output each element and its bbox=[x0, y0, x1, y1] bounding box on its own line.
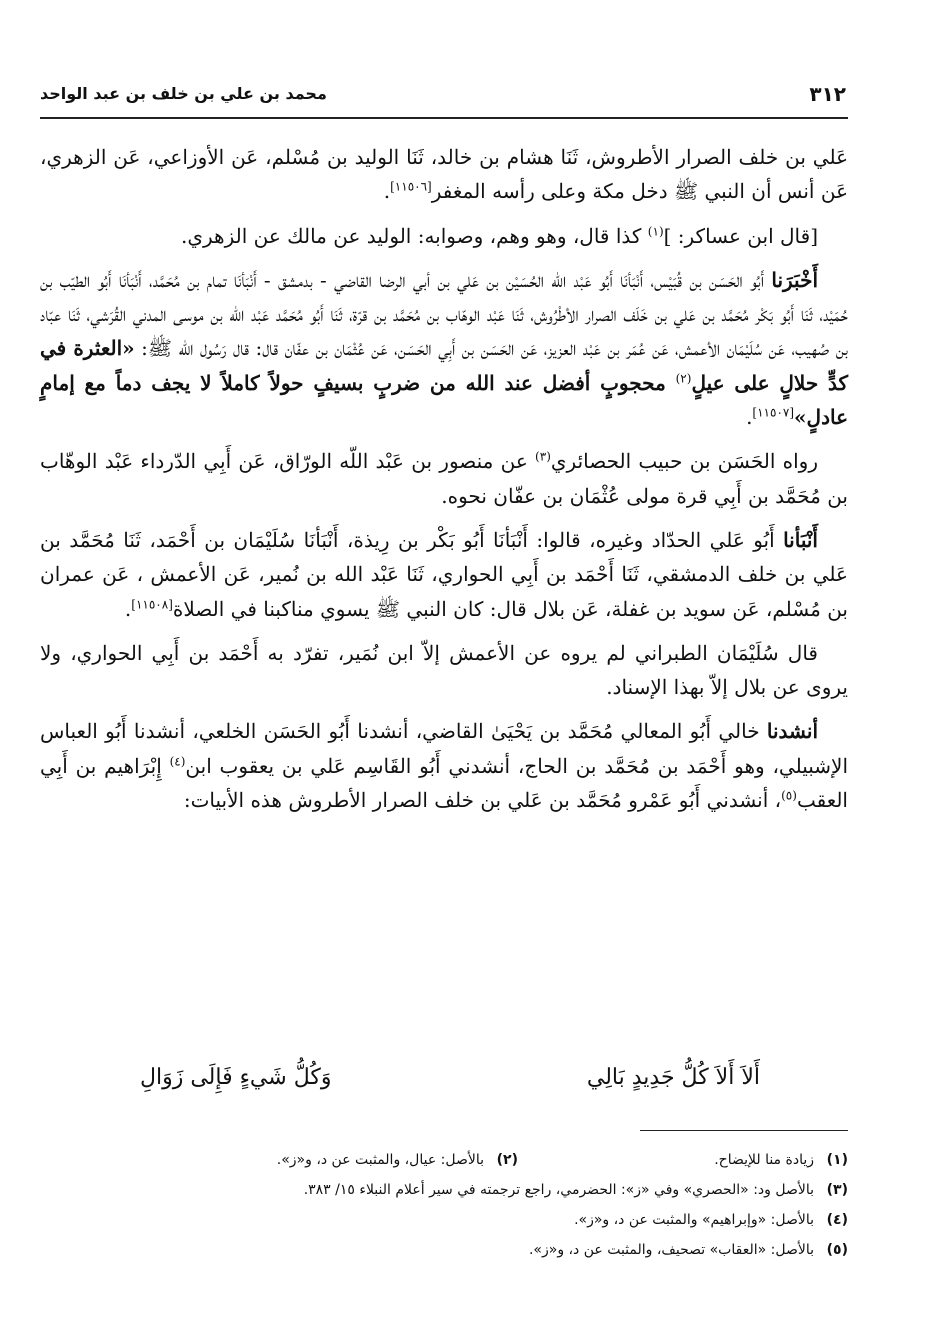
footnote-number: (٤) bbox=[826, 1212, 848, 1228]
verse-first-hemistich: أَلاَ أَلاَ كُلُّ جَدِيدٍ بَالِي bbox=[586, 1065, 760, 1090]
footnote-text: بالأصل: عيال، والمثبت عن د، و«ز». bbox=[276, 1152, 484, 1168]
footnote-marker: (٤) bbox=[169, 754, 186, 769]
footnote-second bbox=[277, 1145, 518, 1175]
footnote-text: بالأصل: «وإبراهيم» والمثبت عن د، و«ز». bbox=[574, 1212, 814, 1228]
page-number: ٣١٢ bbox=[809, 82, 846, 106]
footnote-row bbox=[40, 1235, 848, 1265]
footnote-marker: (٥) bbox=[781, 788, 797, 803]
footnote-number: (٣) bbox=[826, 1182, 848, 1198]
footnote-number: (١) bbox=[826, 1152, 848, 1168]
lead-word: أَخْبَرَنا bbox=[771, 267, 818, 292]
lead-word: أَنْبَأنا bbox=[783, 527, 818, 552]
paragraph-3: أَخْبَرَنا أَبُو الحَسَن بن قُبَيْس، أَنْبَأنَا أَبُو عَبْد الله الحُسَيْن بن عَلي بن أبي الرضا القاضي - بدمشق - أَنْبَأنَا تمام بن مُحَمَّد، أَنْبَأنَا أَبُو الطيّب بن حُمَيْد، ثَنَا أَبُو بَكْر مُحَمَّد بن عَلي بن خَلَف الصرار الأطْرُوش، ثَنَا عَبْد الوهّاب بن مُحَمَّد بن قرّة، ثَنَا أَبُو مُحَمَّد عَبْد الله بن موسى المدني القُرَشي، ثَنَا عبّاد بن صُهيب، عَن سُلَيْمَان الأعمش، عَن عُمَر بن عَبْد العزيز، عَن الحَسَن بن أَبِي الحَسَن، عَن عُثْمَان بن عفّان قال: قال رَسُول الله ﷺ: «العثرة في كدٍّ حلالٍ على عيلٍ$^{(٢)}$ محجوبٍ أفضل عند الله من ضربٍ بسيفٍ حولاً كاملاً لا يجف دماً مع إمامٍ عادلٍ»[١١٥٠٧]. bbox=[40, 267, 849, 430]
footnote-text: بالأصل ود: «الحصري» وفي «ز»: الحضرمي، راجع ترجمته في سير أعلام النبلاء ١٥/ ٣٨٣. bbox=[303, 1182, 814, 1198]
footnote-number: (٥) bbox=[826, 1242, 848, 1258]
footnote-marker: (١) bbox=[647, 223, 664, 238]
hadith-reference: [١١٥٠٨] bbox=[131, 596, 173, 611]
paragraph-6: قال سُلَيْمَان الطبراني لم يروه عن الأعمش إلاّ ابن نُمَير، تفرّد به أَحْمَد بن أَبِي الحواري، ولا يروى عن بلال إلاّ بهذا الإسناد. bbox=[40, 640, 848, 700]
main-text bbox=[40, 140, 848, 827]
footnote-text: زيادة منا للإيضاح. bbox=[714, 1152, 814, 1168]
hadith-text-continued: محجوبٍ أفضل عند الله من ضربٍ بسيفٍ حولاً كاملاً لا يجف دماً مع إمامٍ عادلٍ» bbox=[40, 370, 848, 430]
page-header bbox=[40, 82, 846, 112]
paragraph-1: عَلي بن خلف الصرار الأطروش، ثَنَا هشام بن خالد، ثَنَا الوليد بن مُسْلم، عَن الأوزاعي، عَن الزهري، عَن أنس أن النبي ﷺ دخل مكة وعلى رأسه المغفر[١١٥٠٦]. bbox=[40, 145, 848, 204]
paragraph-7: أنشدنا خالي أَبُو المعالي مُحَمَّد بن يَحْيَىٰ القاضي، أنشدنا أَبُو الحَسَن الخلعي، أنشدنا أَبُو العباس الإشبيلي، وهو أَحْمَد بن مُحَمَّد بن الحاج، أنشدني أَبُو القَاسِم عَلي بن يعقوب ابن$^{(٤)}$ إِبْرَاهيم بن أَبِي العقب$^{(٥)}$، أنشدني أَبُو عَمْرو مُحَمَّد بن عَلي بن خلف الصرار الأطروش هذه الأبيات: bbox=[40, 719, 848, 813]
header-rule bbox=[40, 117, 848, 119]
lead-word: أنشدنا bbox=[766, 719, 818, 744]
footnote-marker: (٢) bbox=[675, 371, 692, 386]
verse-second-hemistich: وَكُلُّ شَيءٍ فَإِلَى زَوَالِ bbox=[140, 1065, 332, 1090]
footnote-marker: (٣) bbox=[535, 449, 551, 464]
paragraph-2: [قال ابن عساكر: ]$^{(١)}$ كذا قال، وهو وهم، وصوابه: الوليد عن مالك عن الزهري. bbox=[180, 223, 818, 248]
footnote-rule bbox=[640, 1130, 848, 1131]
poem-verse bbox=[140, 1065, 760, 1105]
paragraph-4: رواه الحَسَن بن حبيب الحصائري$^{(٣)}$ عن منصور بن عَبْد اللّه الورّاق، عَن أَبِي الدّرداء عَبْد الوهّاب بن مُحَمَّد بن أَبِي قرة مولى عُثْمَان بن عفّان نحوه. bbox=[40, 449, 848, 508]
footnotes bbox=[40, 1145, 848, 1265]
hadith-text: «العثرة في كدٍّ حلالٍ على عيلٍ bbox=[40, 336, 849, 395]
footnote-text: بالأصل: «العقاب» تصحيف، والمثبت عن د، و«ز». bbox=[528, 1242, 814, 1258]
paragraph-5: أَنْبَأنا أَبُو عَلي الحدّاد وغيره، قالوا: أَنْبَأنَا أَبُو بَكْر بن رِيذة، أَنْبَأنَا سُلَيْمَان بن أَحْمَد، ثَنَا مُحَمَّد بن عَلي بن خلف الدمشقي، ثَنَا أَحْمَد بن أَبِي الحواري، ثَنَا عَبْد الله بن نُمير، عَن الأعمش ، عَن عمران بن مُسْلم، عَن سويد بن غفلة، عَن بلال قال: كان النبي ﷺ يسوي مناكبنا في الصلاة[١١٥٠٨]. bbox=[40, 527, 848, 621]
hadith-reference: [١١٥٠٦] bbox=[390, 179, 432, 194]
running-title: محمد بن علي بن خلف بن عبد الواحد bbox=[40, 84, 327, 103]
footnote-number: (٢) bbox=[496, 1152, 518, 1168]
footnote-row bbox=[40, 1205, 848, 1235]
hadith-reference: [١١٥٠٧] bbox=[752, 405, 795, 420]
footnote-row bbox=[40, 1145, 848, 1175]
footnote-row bbox=[40, 1175, 848, 1205]
